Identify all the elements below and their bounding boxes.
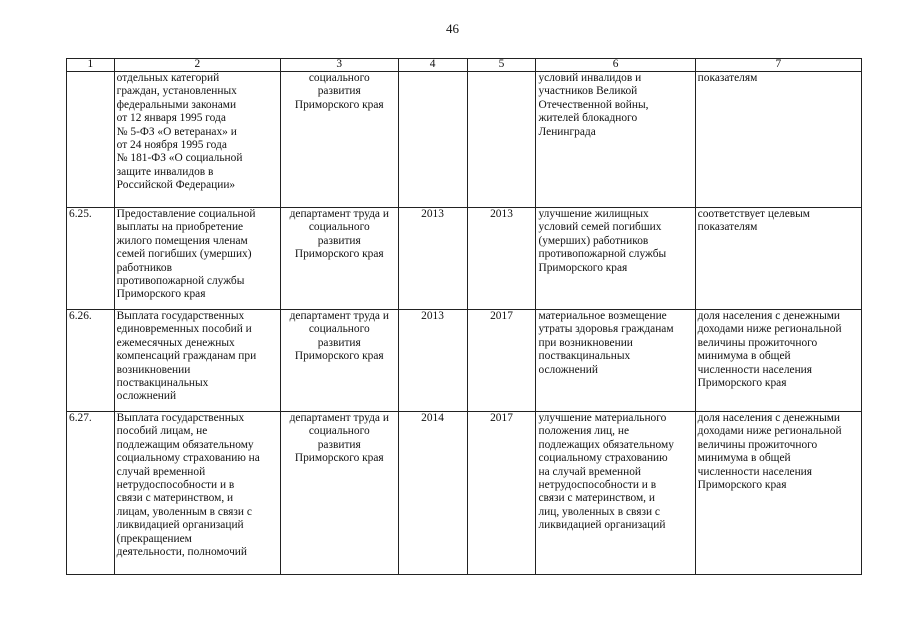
program-measures-table <box>66 58 862 575</box>
expected-result-cell: улучшение материального положения лиц, не подлежащих обязательному социальному страхованию на случай временной нетрудоспособности и в связи с материнством, и лиц, уволенных в связи с ликвидацией организаций <box>536 412 695 575</box>
measure-name-cell: Выплата государственных пособий лицам, не подлежащим обязательному социальному страхованию на случай временной нетрудоспособности и в связи с материнством, и лицам, уволенным в связи с ликвидацией организаций (прекращением деятельности, полномочий <box>114 412 280 575</box>
column-number-row <box>67 59 862 72</box>
executor-cell: департамент труда и социального развития Приморского края <box>280 208 398 310</box>
measure-name-cell: отдельных категорий граждан, установленных федеральными законами от 12 января 1995 года № 5-ФЗ «О ветеранах» и от 24 ноября 1995 года № 181-ФЗ «О социальной защите инвалидов в Российской Федерации» <box>114 72 280 208</box>
start-year-cell: 2013 <box>398 310 467 412</box>
start-year-cell: 2013 <box>398 208 467 310</box>
column-number-4: 4 <box>398 59 467 72</box>
indicator-link-cell: показателям <box>695 72 861 208</box>
expected-result-cell: условий инвалидов и участников Великой Отечественной войны, жителей блокадного Ленинграда <box>536 72 695 208</box>
end-year-cell: 2017 <box>467 310 536 412</box>
measure-name-cell: Предоставление социальной выплаты на приобретение жилого помещения членам семей погибших (умерших) работников противопожарной службы Приморского края <box>114 208 280 310</box>
column-number-3: 3 <box>280 59 398 72</box>
indicator-link-cell: доля населения с денежными доходами ниже региональной величины прожиточного минимума в общей численности населения Приморского края <box>695 412 861 575</box>
column-number-2: 2 <box>114 59 280 72</box>
end-year-cell: 2013 <box>467 208 536 310</box>
start-year-cell: 2014 <box>398 412 467 575</box>
page-number: 46 <box>446 21 459 36</box>
column-number-7: 7 <box>695 59 861 72</box>
indicator-link-cell: соответствует целевым показателям <box>695 208 861 310</box>
start-year-cell <box>398 72 467 208</box>
table-row <box>67 208 862 310</box>
table-row <box>67 310 862 412</box>
expected-result-cell: материальное возмещение утраты здоровья гражданам при возникновении поствакцинальных осложнений <box>536 310 695 412</box>
table-row <box>67 412 862 575</box>
end-year-cell: 2017 <box>467 412 536 575</box>
table-row <box>67 72 862 208</box>
measure-number-cell: 6.25. <box>67 208 115 310</box>
executor-cell: социального развития Приморского края <box>280 72 398 208</box>
measure-number-cell: 6.27. <box>67 412 115 575</box>
column-number-6: 6 <box>536 59 695 72</box>
indicator-link-cell: доля населения с денежными доходами ниже региональной величины прожиточного минимума в общей численности населения Приморского края <box>695 310 861 412</box>
column-number-1: 1 <box>67 59 115 72</box>
measure-number-cell: 6.26. <box>67 310 115 412</box>
end-year-cell <box>467 72 536 208</box>
expected-result-cell: улучшение жилищных условий семей погибших (умерших) работников противопожарной службы Приморского края <box>536 208 695 310</box>
executor-cell: департамент труда и социального развития Приморского края <box>280 310 398 412</box>
executor-cell: департамент труда и социального развития Приморского края <box>280 412 398 575</box>
measure-number-cell <box>67 72 115 208</box>
column-number-5: 5 <box>467 59 536 72</box>
measure-name-cell: Выплата государственных единовременных пособий и ежемесячных денежных компенсаций гражданам при возникновении поствакцинальных осложнений <box>114 310 280 412</box>
